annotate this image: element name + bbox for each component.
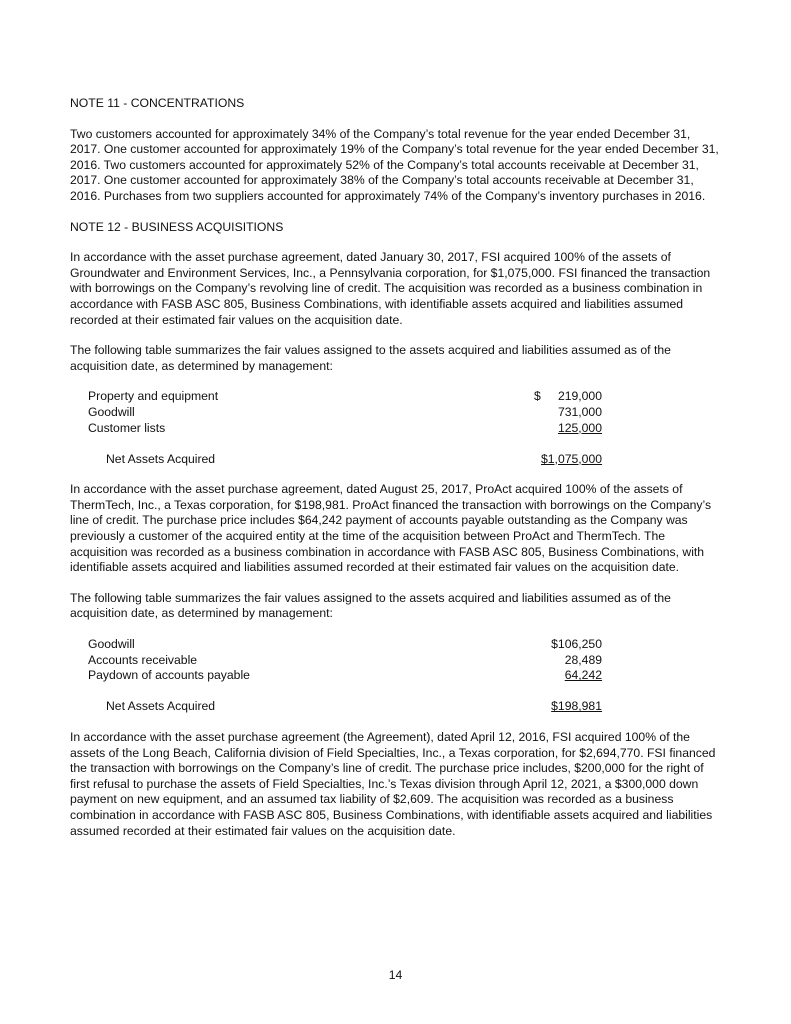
table-1-intro: The following table summarizes the fair values assigned to the assets acquired and liabilities assumed as of the acquisition date, as determined by management: <box>70 343 671 373</box>
table-row <box>88 389 608 405</box>
row-label: Goodwill <box>88 637 135 652</box>
row-label: Property and equipment <box>88 389 219 404</box>
amount-value: 125,000 <box>557 420 602 435</box>
total-row <box>88 452 608 468</box>
total-amount <box>534 452 608 468</box>
table-row <box>88 405 608 421</box>
table-2-intro: The following table summarizes the fair values assigned to the assets acquired and liabilities assumed as of the acquisition date, as determined by management: <box>70 590 671 621</box>
row-label: Goodwill <box>88 404 135 419</box>
row-amount: 28,489 <box>564 652 602 667</box>
note-11-heading: NOTE 11 - CONCENTRATIONS <box>70 96 245 110</box>
row-amount <box>534 421 608 437</box>
table-row <box>88 668 608 684</box>
document-page <box>70 96 722 854</box>
total-row <box>88 699 608 715</box>
fair-value-table-1 <box>88 389 608 467</box>
fair-value-table-2 <box>88 637 608 715</box>
total-amount <box>546 699 608 715</box>
amount-value: $1,075,000 <box>541 451 602 466</box>
row-label: Accounts receivable <box>88 652 198 667</box>
amount-value: 219,000 <box>557 389 602 404</box>
row-amount <box>546 668 608 684</box>
row-amount <box>534 389 608 405</box>
acquisition-1-paragraph: In accordance with the asset purchase agreement, dated January 30, 2017, FSI acquired 100% of the assets of Groundwater and Environment Services, Inc., a Pennsylvania corporation, for $1,075,000. FSI financed the transaction with borrowings on the Company’s revolving line of credit. The acquisition was recorded as a business combination in accordance with FASB ASC 805, Business Combinations, with identifiable assets acquired and liabilities assumed recorded at their estimated fair values on the acquisition date. <box>70 250 711 327</box>
row-amount: 731,000 <box>557 404 602 419</box>
table-row <box>88 653 608 669</box>
total-label: Net Assets Acquired <box>106 699 216 714</box>
row-label: Paydown of accounts payable <box>88 668 250 683</box>
acquisition-3-paragraph: In accordance with the asset purchase agreement (the Agreement), dated April 12, 2016, FSI acquired 100% of the assets of the Long Beach, California division of Field Specialties, Inc., a Texas corporation, for $2,694,770. FSI financed the transaction with borrowings on the Company’s line of credit. The purchase price includes, $200,000 for the right of first refusal to purchase the assets of Field Specialties, Inc.’s Texas division through April 12, 2021, a $300,000 down payment on new equipment, and an assumed tax liability of $2,609. The acquisition was recorded as a business combination in accordance with FASB ASC 805, Business Combinations, with identifiable assets acquired and liabilities assumed recorded at their estimated fair values on the acquisition date. <box>70 730 716 838</box>
page-number: 14 <box>388 968 403 982</box>
note-11-paragraph: Two customers accounted for approximately 34% of the Company’s total revenue for the year ended December 31, 2017. One customer accounted for approximately 19% of the Company’s total revenue for the year ended December 31, 2016. Two customers accounted for approximately 52% of the Company’s total accounts receivable at December 31, 2017. One customer accounted for approximately 38% of the Company’s total accounts receivable at December 31, 2016. Purchases from two suppliers accounted for approximately 74% of the Company’s inventory purchases in 2016. <box>70 126 719 203</box>
row-label: Customer lists <box>88 420 166 435</box>
row-amount: $106,250 <box>551 637 602 652</box>
table-row <box>88 637 608 653</box>
amount-value: $198,981 <box>551 699 602 714</box>
amount-value: 64,242 <box>564 668 602 683</box>
table-row <box>88 421 608 437</box>
currency-symbol: $ <box>534 389 541 404</box>
total-label: Net Assets Acquired <box>106 451 216 466</box>
acquisition-2-paragraph: In accordance with the asset purchase agreement, dated August 25, 2017, ProAct acquired 100% of the assets of ThermTech, Inc., a Texas corporation, for $198,981. ProAct financed the transaction with borrowings on the Company’s line of credit. The purchase price includes $64,242 payment of accounts payable outstanding as the Company was previously a customer of the acquired entity at the time of the acquisition between ProAct and ThermTech. The acquisition was recorded as a business combination in accordance with FASB ASC 805, Business Combinations, with identifiable assets acquired and liabilities assumed recorded at their estimated fair values on the acquisition date. <box>70 482 712 575</box>
note-12-heading: NOTE 12 - BUSINESS ACQUISITIONS <box>70 219 284 234</box>
